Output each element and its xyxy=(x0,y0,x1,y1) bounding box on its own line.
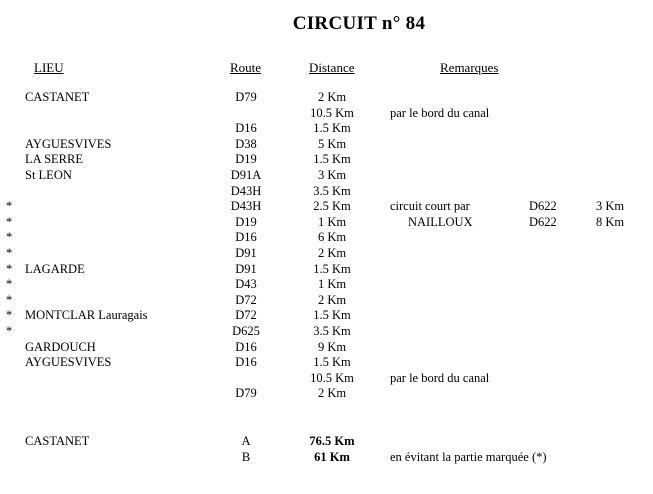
cell-variant: B xyxy=(241,449,251,464)
totals-table xyxy=(0,434,653,465)
cell-marker: * xyxy=(6,277,13,292)
cell-distance: 2 Km xyxy=(317,245,347,260)
cell-variant: A xyxy=(241,434,251,448)
table-row xyxy=(0,137,653,153)
cell-place: AYGUESVIVES xyxy=(25,355,112,370)
cell-distance: 1 Km xyxy=(317,277,347,292)
cell-route: D72 xyxy=(235,308,257,323)
cell-distance: 5 Km xyxy=(317,136,347,151)
cell-route: D19 xyxy=(235,214,257,229)
cell-remark: en évitant la partie marquée (*) xyxy=(390,449,547,464)
cell-distance: 3 Km xyxy=(317,167,347,182)
table-row xyxy=(0,215,653,231)
cell-remark-route: D622 xyxy=(529,199,557,214)
cell-remark: NAILLOUX xyxy=(408,214,473,229)
cell-route: D625 xyxy=(232,323,260,338)
cell-place: St LEON xyxy=(25,167,72,182)
cell-marker: * xyxy=(6,230,13,245)
cell-route: D16 xyxy=(235,121,257,136)
cell-total-distance: 76.5 Km xyxy=(309,434,355,448)
table-row xyxy=(0,90,653,106)
cell-place: GARDOUCH xyxy=(25,339,96,354)
cell-remark: par le bord du canal xyxy=(390,105,490,120)
cell-route: D91 xyxy=(235,261,257,276)
totals-row xyxy=(0,450,653,466)
table-row xyxy=(0,371,653,387)
cell-place: MONTCLAR Lauragais xyxy=(25,308,148,323)
cell-route: D43 xyxy=(235,277,257,292)
cell-route: D79 xyxy=(235,90,257,104)
cell-remark-km: 3 Km xyxy=(596,199,625,214)
cell-distance: 1.5 Km xyxy=(313,355,351,370)
cell-distance: 10.5 Km xyxy=(310,370,354,385)
header-distance: Distance xyxy=(309,60,355,75)
cell-marker: * xyxy=(6,261,13,276)
table-row xyxy=(0,121,653,137)
cell-distance: 9 Km xyxy=(317,339,347,354)
cell-route: D91 xyxy=(235,245,257,260)
table-row xyxy=(0,386,653,402)
cell-distance: 3.5 Km xyxy=(313,323,351,338)
cell-remark: circuit court par xyxy=(390,199,470,214)
table-row xyxy=(0,340,653,356)
cell-distance: 10.5 Km xyxy=(310,105,354,120)
cell-marker: * xyxy=(6,308,13,323)
cell-marker: * xyxy=(6,199,13,214)
table-row xyxy=(0,277,653,293)
cell-distance: 1.5 Km xyxy=(313,261,351,276)
table-row xyxy=(0,230,653,246)
cell-marker: * xyxy=(6,323,13,338)
cell-place: CASTANET xyxy=(25,90,90,104)
cell-distance: 1.5 Km xyxy=(313,121,351,136)
table-row xyxy=(0,152,653,168)
page-title: CIRCUIT n° 84 xyxy=(292,13,426,34)
table-row xyxy=(0,168,653,184)
cell-total-distance: 61 Km xyxy=(314,449,350,464)
cell-distance: 2 Km xyxy=(317,292,347,307)
cell-remark-km: 8 Km xyxy=(596,214,625,229)
cell-remark: par le bord du canal xyxy=(390,370,490,385)
cell-route: D43H xyxy=(230,183,262,198)
cell-route: D79 xyxy=(235,386,257,401)
table-row xyxy=(0,262,653,278)
cell-route: D16 xyxy=(235,339,257,354)
table-row xyxy=(0,308,653,324)
cell-marker: * xyxy=(6,245,13,260)
cell-distance: 1.5 Km xyxy=(313,152,351,167)
cell-marker: * xyxy=(6,214,13,229)
cell-marker: * xyxy=(6,292,13,307)
table-row xyxy=(0,293,653,309)
header-remarques: Remarques xyxy=(440,60,499,75)
cell-route: D43H xyxy=(230,199,262,214)
cell-route: D38 xyxy=(235,136,257,151)
cell-place: LA SERRE xyxy=(25,152,83,167)
cell-distance: 6 Km xyxy=(317,230,347,245)
cell-place: LAGARDE xyxy=(25,261,85,276)
table-row xyxy=(0,324,653,340)
table-row xyxy=(0,106,653,122)
route-table xyxy=(0,90,653,402)
table-row xyxy=(0,355,653,371)
cell-route: D16 xyxy=(235,230,257,245)
table-row xyxy=(0,199,653,215)
cell-route: D91A xyxy=(230,167,262,182)
cell-distance: 1.5 Km xyxy=(313,308,351,323)
totals-row xyxy=(0,434,653,450)
header-route: Route xyxy=(230,60,262,75)
cell-distance: 1 Km xyxy=(317,214,347,229)
cell-remark-route: D622 xyxy=(529,214,557,229)
cell-route: D72 xyxy=(235,292,257,307)
cell-route: D19 xyxy=(235,152,257,167)
cell-route: D16 xyxy=(235,355,257,370)
cell-place: CASTANET xyxy=(25,434,90,448)
header-lieu: LIEU xyxy=(34,60,64,75)
cell-distance: 3.5 Km xyxy=(313,183,351,198)
table-row xyxy=(0,246,653,262)
cell-distance: 2.5 Km xyxy=(313,199,351,214)
cell-distance: 2 Km xyxy=(317,90,347,104)
cell-distance: 2 Km xyxy=(317,386,347,401)
cell-place: AYGUESVIVES xyxy=(25,136,112,151)
table-row xyxy=(0,184,653,200)
